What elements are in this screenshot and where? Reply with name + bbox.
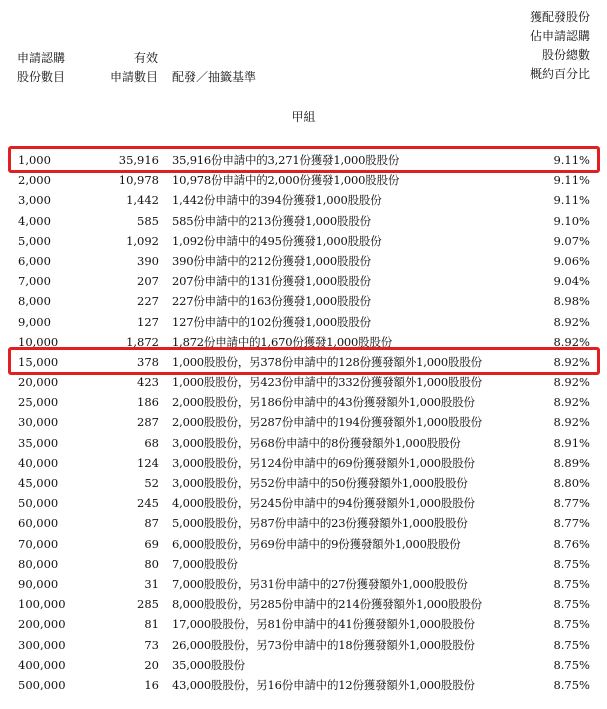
header-allotment-percentage-line3: 股份總數 — [541, 48, 590, 62]
header-valid-applications-line2: 申請數目 — [109, 70, 158, 84]
table-row — [0, 433, 607, 453]
allocation-table — [0, 150, 607, 695]
header-shares-applied — [17, 49, 65, 87]
percent-cell: 8.98% — [553, 294, 590, 309]
basis-cell: 35,916份申請中的3,271份獲發1,000股股份 — [172, 153, 400, 167]
basis-cell: 585份申請中的213份獲發1,000股股份 — [172, 213, 371, 228]
percent-cell: 9.04% — [553, 274, 590, 289]
applications-cell: 585 — [137, 213, 159, 228]
table-row — [0, 170, 607, 190]
shares-cell: 100,000 — [18, 597, 66, 612]
shares-cell: 15,000 — [18, 354, 59, 369]
header-allotment-percentage-line4: 概約百分比 — [529, 67, 590, 81]
shares-cell: 10,000 — [18, 334, 59, 349]
percent-cell: 8.92% — [553, 375, 590, 390]
applications-cell: 20 — [144, 657, 159, 672]
shares-cell: 50,000 — [18, 496, 59, 511]
header-shares-applied-line1: 申請認購 — [17, 51, 66, 65]
basis-cell: 3,000股股份，另68份申請中的8份獲發額外1,000股股份 — [172, 435, 461, 450]
header-shares-applied-line2: 股份數目 — [17, 70, 66, 84]
shares-cell: 40,000 — [18, 455, 59, 470]
percent-cell: 9.11% — [553, 193, 590, 208]
basis-cell: 5,000股股份，另87份申請中的23份獲發額外1,000股股份 — [172, 516, 468, 531]
shares-cell: 70,000 — [18, 536, 59, 551]
basis-cell: 1,092份申請中的495份獲發1,000股股份 — [172, 233, 382, 248]
table-row — [0, 493, 607, 513]
table-row — [0, 372, 607, 392]
table-row — [0, 453, 607, 473]
percent-cell: 9.06% — [553, 253, 590, 268]
table-row — [0, 312, 607, 332]
header-allocation-basis: 配發／抽籤基準 — [172, 70, 257, 84]
basis-cell: 26,000股股份，另73份申請中的18份獲發額外1,000股股份 — [172, 637, 475, 652]
shares-cell: 60,000 — [18, 516, 59, 531]
shares-cell: 30,000 — [18, 415, 59, 430]
percent-cell: 9.11% — [553, 173, 590, 188]
header-allotment-percentage-line2: 佔申請認購 — [529, 29, 590, 43]
group-title: 甲組 — [291, 110, 316, 124]
basis-cell: 6,000股股份，另69份申請中的9份獲發額外1,000股股份 — [172, 536, 461, 551]
basis-cell: 17,000股股份，另81份申請中的41份獲發額外1,000股股份 — [172, 617, 475, 632]
applications-cell: 186 — [137, 395, 159, 410]
shares-cell: 80,000 — [18, 556, 59, 571]
percent-cell: 8.77% — [553, 496, 590, 511]
applications-cell: 423 — [137, 375, 159, 390]
table-row — [0, 291, 607, 311]
basis-cell: 227份申請中的163份獲發1,000股股份 — [172, 294, 371, 309]
table-row — [0, 352, 607, 372]
table-row — [0, 332, 607, 352]
header-valid-applications-line1: 有效 — [133, 51, 158, 65]
shares-cell: 500,000 — [18, 677, 66, 692]
shares-cell: 6,000 — [18, 253, 51, 268]
applications-cell: 1,872 — [126, 334, 159, 349]
table-row — [0, 614, 607, 634]
percent-cell: 8.89% — [553, 455, 590, 470]
percent-cell: 8.76% — [553, 536, 590, 551]
shares-cell: 5,000 — [18, 233, 51, 248]
percent-cell: 8.92% — [553, 314, 590, 329]
shares-cell: 400,000 — [18, 657, 66, 672]
applications-cell: 287 — [137, 415, 159, 430]
shares-cell: 45,000 — [18, 476, 59, 490]
applications-cell: 124 — [137, 455, 159, 470]
applications-cell: 35,916 — [118, 153, 159, 167]
basis-cell: 127份申請中的102份獲發1,000股股份 — [172, 314, 371, 329]
shares-cell: 4,000 — [18, 213, 51, 228]
applications-cell: 285 — [137, 597, 159, 612]
percent-cell: 8.92% — [553, 395, 590, 410]
percent-cell: 8.80% — [553, 476, 590, 490]
percent-cell: 8.75% — [553, 576, 590, 591]
basis-cell: 1,872份申請中的1,670份獲發1,000股股份 — [172, 334, 393, 349]
applications-cell: 378 — [137, 354, 159, 369]
basis-cell: 35,000股股份 — [172, 657, 245, 672]
table-row — [0, 554, 607, 574]
table-row — [0, 635, 607, 655]
shares-cell: 35,000 — [18, 435, 59, 450]
basis-cell: 2,000股股份，另287份申請中的194份獲發額外1,000股股份 — [172, 415, 482, 430]
basis-cell: 43,000股股份，另16份申請中的12份獲發額外1,000股股份 — [172, 677, 475, 692]
shares-cell: 200,000 — [18, 617, 66, 632]
header-valid-applications — [108, 49, 158, 87]
percent-cell: 8.75% — [553, 637, 590, 652]
applications-cell: 68 — [144, 435, 159, 450]
percent-cell: 8.91% — [553, 435, 590, 450]
shares-cell: 25,000 — [18, 395, 59, 410]
basis-cell: 7,000股股份，另31份申請中的27份獲發額外1,000股股份 — [172, 576, 468, 591]
table-row — [0, 211, 607, 231]
table-row — [0, 473, 607, 493]
applications-cell: 127 — [137, 314, 159, 329]
basis-cell: 1,000股股份，另378份申請中的128份獲發額外1,000股股份 — [172, 354, 482, 369]
shares-cell: 90,000 — [18, 576, 59, 591]
table-row — [0, 271, 607, 291]
table-row — [0, 251, 607, 271]
percent-cell: 9.07% — [553, 233, 590, 248]
table-row — [0, 150, 607, 170]
percent-cell: 8.92% — [553, 415, 590, 430]
shares-cell: 20,000 — [18, 375, 59, 390]
percent-cell: 8.92% — [553, 334, 590, 349]
applications-cell: 1,092 — [126, 233, 159, 248]
applications-cell: 16 — [144, 677, 159, 692]
basis-cell: 3,000股股份，另52份申請中的50份獲發額外1,000股股份 — [172, 476, 468, 490]
percent-cell: 8.75% — [553, 617, 590, 632]
table-row — [0, 231, 607, 251]
basis-cell: 1,000股股份，另423份申請中的332份獲發額外1,000股股份 — [172, 375, 482, 390]
table-row — [0, 412, 607, 432]
basis-cell: 8,000股股份，另285份申請中的214份獲發額外1,000股股份 — [172, 597, 482, 612]
basis-cell: 3,000股股份，另124份申請中的69份獲發額外1,000股股份 — [172, 455, 475, 470]
percent-cell: 8.75% — [553, 657, 590, 672]
percent-cell: 9.10% — [553, 213, 590, 228]
basis-cell: 2,000股股份，另186份申請中的43份獲發額外1,000股股份 — [172, 395, 475, 410]
percent-cell: 8.77% — [553, 516, 590, 531]
applications-cell: 81 — [144, 617, 159, 632]
table-row — [0, 574, 607, 594]
basis-cell: 390份申請中的212份獲發1,000股股份 — [172, 253, 371, 268]
basis-cell: 4,000股股份，另245份申請中的94份獲發額外1,000股股份 — [172, 496, 475, 511]
shares-cell: 7,000 — [18, 274, 51, 289]
applications-cell: 207 — [137, 274, 159, 289]
percent-cell: 9.11% — [553, 153, 590, 167]
applications-cell: 1,442 — [126, 193, 159, 208]
header-allotment-percentage — [530, 8, 590, 84]
applications-cell: 80 — [144, 556, 159, 571]
applications-cell: 245 — [137, 496, 159, 511]
basis-cell: 207份申請中的131份獲發1,000股股份 — [172, 274, 371, 289]
basis-cell: 1,442份申請中的394份獲發1,000股股份 — [172, 193, 382, 208]
percent-cell: 8.75% — [553, 556, 590, 571]
table-row — [0, 675, 607, 695]
applications-cell: 10,978 — [118, 173, 159, 188]
shares-cell: 300,000 — [18, 637, 66, 652]
table-row — [0, 534, 607, 554]
percent-cell: 8.75% — [553, 677, 590, 692]
applications-cell: 87 — [144, 516, 159, 531]
shares-cell: 1,000 — [18, 153, 51, 167]
table-row — [0, 594, 607, 614]
table-row — [0, 655, 607, 675]
table-row — [0, 190, 607, 210]
applications-cell: 227 — [137, 294, 159, 309]
table-row — [0, 513, 607, 533]
applications-cell: 390 — [137, 253, 159, 268]
shares-cell: 3,000 — [18, 193, 51, 208]
applications-cell: 73 — [144, 637, 159, 652]
basis-cell: 7,000股股份 — [172, 556, 238, 571]
header-allotment-percentage-line1: 獲配發股份 — [529, 10, 590, 24]
applications-cell: 31 — [144, 576, 159, 591]
shares-cell: 2,000 — [18, 173, 51, 188]
percent-cell: 8.92% — [553, 354, 590, 369]
applications-cell: 69 — [144, 536, 159, 551]
shares-cell: 9,000 — [18, 314, 51, 329]
table-row — [0, 392, 607, 412]
percent-cell: 8.75% — [553, 597, 590, 612]
applications-cell: 52 — [144, 476, 159, 490]
shares-cell: 8,000 — [18, 294, 51, 309]
basis-cell: 10,978份申請中的2,000份獲發1,000股股份 — [172, 173, 400, 188]
